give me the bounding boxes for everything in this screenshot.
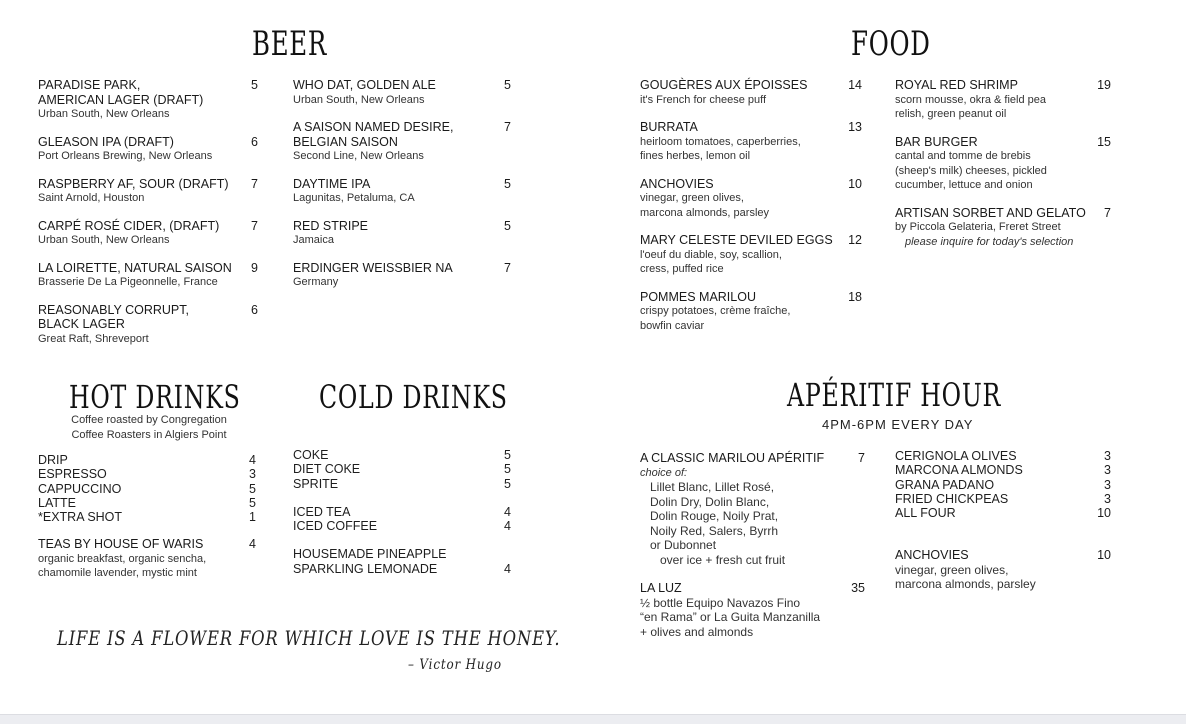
row-price: 3	[1104, 449, 1111, 463]
row-name: DRIP	[38, 453, 68, 467]
item-description: crispy potatoes, crème fraîche, bowfin caviar	[640, 305, 791, 332]
item-description: Second Line, New Orleans	[293, 150, 424, 162]
item-description: Saint Arnold, Houston	[38, 192, 145, 204]
item-description: Great Raft, Shreveport	[38, 332, 149, 345]
item-price: 19	[1097, 78, 1111, 92]
item-description: Urban South, New Orleans	[293, 93, 425, 106]
classic-aperitif-choice: choice of:	[640, 466, 688, 479]
item-description: Urban South, New Orleans	[38, 234, 170, 246]
row-price: 3	[1104, 477, 1111, 492]
row-name: ESPRESSO	[38, 467, 107, 482]
item-note: please inquire for today's selection	[905, 235, 1074, 248]
item-name: BURRATA	[640, 120, 698, 134]
row-name: COKE	[293, 448, 329, 462]
row-price: 4	[249, 453, 256, 467]
item-description: l'oeuf du diable, soy, scallion, cress, puffed rice	[640, 248, 782, 275]
menu-item	[38, 219, 258, 248]
food-heading: FOOD	[851, 24, 931, 64]
menu-row	[293, 505, 511, 519]
menu-item	[640, 120, 862, 164]
row-price: 5	[504, 448, 511, 462]
item-price: 10	[848, 176, 862, 191]
menu-row	[38, 496, 256, 510]
item-price: 13	[848, 120, 862, 134]
menu-item	[293, 261, 511, 290]
row-name: *EXTRA SHOT	[38, 510, 123, 525]
la-luz-price: 35	[851, 581, 865, 595]
item-price: 12	[848, 233, 862, 247]
hot-drinks-subtitle: Coffee roasted by Congregation Coffee Roasters in Algiers Point	[71, 414, 227, 441]
classic-aperitif-options: Lillet Blanc, Lillet Rosé, Dolin Dry, Dolin Blanc, Dolin Rouge, Noily Prat, Noily Red, Salers, Byrrh or Dubonnet	[650, 480, 779, 552]
menu-item	[38, 177, 258, 206]
menu-row	[38, 482, 256, 496]
aperitif-anchovies-item	[895, 548, 1111, 592]
item-description: Port Orleans Brewing, New Orleans	[38, 150, 213, 162]
menu-item	[640, 78, 862, 107]
item-name: WHO DAT, GOLDEN ALE	[293, 78, 436, 92]
beer-column-2	[293, 78, 511, 303]
row-name: DIET COKE	[293, 462, 361, 477]
item-name: ERDINGER WEISSBIER NA	[293, 260, 453, 275]
row-name: ALL FOUR	[895, 506, 956, 521]
item-description: Brasserie De La Pigeonnelle, France	[38, 276, 218, 288]
cold-drinks-group-2	[293, 505, 511, 534]
menu-item	[895, 78, 1111, 122]
menu-row	[38, 467, 256, 481]
row-price: 1	[249, 510, 256, 525]
item-price: 7	[251, 218, 258, 233]
row-price: 5	[504, 476, 511, 491]
menu-item	[293, 177, 511, 206]
item-name: GOUGÈRES AUX ÉPOISSES	[640, 78, 808, 92]
item-price: 18	[848, 289, 862, 304]
row-name: MARCONA ALMONDS	[895, 463, 1023, 478]
item-price: 14	[848, 78, 862, 92]
lemonade-price: 4	[504, 561, 511, 576]
row-price: 3	[1104, 463, 1111, 478]
row-price: 5	[504, 462, 511, 477]
menu-row	[895, 449, 1111, 463]
item-name: REASONABLY CORRUPT, BLACK LAGER	[38, 302, 189, 331]
menu-row	[293, 519, 511, 533]
row-price: 3	[249, 467, 256, 482]
la-luz-name: LA LUZ	[640, 581, 682, 595]
item-name: DAYTIME IPA	[293, 176, 371, 191]
item-name: CARPÉ ROSÉ CIDER, (DRAFT)	[38, 218, 220, 233]
item-price: 6	[251, 302, 258, 317]
hot-drinks-heading: HOT DRINKS	[69, 378, 241, 416]
beer-heading: BEER	[252, 24, 328, 64]
beer-column-1	[38, 78, 258, 359]
item-description: vinegar, green olives, marcona almonds, parsley	[640, 192, 770, 219]
row-price: 3	[1104, 491, 1111, 506]
teas-price: 4	[249, 537, 256, 552]
row-name: LATTE	[38, 495, 76, 510]
item-name: ROYAL RED SHRIMP	[895, 78, 1018, 92]
bottom-scroll-strip	[0, 714, 1186, 724]
classic-aperitif-serve: over ice + fresh cut fruit	[660, 552, 786, 567]
item-description: scorn mousse, okra & field pea relish, green peanut oil	[895, 93, 1047, 120]
item-price: 15	[1097, 134, 1111, 149]
item-price: 7	[1104, 205, 1111, 220]
cold-drinks-group-1	[293, 448, 511, 491]
classic-aperitif-price: 7	[858, 451, 865, 465]
teas-desc: organic breakfast, organic sencha, chamomile lavender, mystic mint	[38, 552, 207, 580]
item-price: 5	[504, 176, 511, 191]
menu-item	[38, 261, 258, 290]
row-name: CAPPUCCINO	[38, 481, 122, 496]
la-luz-desc: ½ bottle Equipo Navazos Fino “en Rama” or La Guita Manzanilla + olives and almonds	[640, 595, 821, 639]
item-price: 5	[251, 78, 258, 92]
classic-aperitif-item	[640, 451, 865, 567]
item-name: RASPBERRY AF, SOUR (DRAFT)	[38, 176, 229, 191]
row-name: ICED COFFEE	[293, 519, 378, 534]
food-column-2	[895, 78, 1111, 262]
menu-item	[293, 120, 511, 164]
row-name: ICED TEA	[293, 504, 351, 519]
aperitif-anchovies-price: 10	[1097, 548, 1111, 563]
row-price: 10	[1097, 506, 1111, 521]
menu-row	[895, 506, 1111, 520]
aperitif-anchovies-desc: vinegar, green olives, marcona almonds, parsley	[895, 562, 1036, 592]
item-description: Germany	[293, 276, 339, 288]
item-description: it's French for cheese puff	[640, 93, 767, 106]
item-name: ARTISAN SORBET AND GELATO	[895, 205, 1086, 220]
row-name: CERIGNOLA OLIVES	[895, 449, 1017, 463]
lemonade-name: HOUSEMADE PINEAPPLE SPARKLING LEMONADE	[293, 547, 447, 576]
menu-item	[38, 135, 258, 164]
item-description: cantal and tomme de brebis (sheep's milk) cheeses, pickled cucumber, lettuce and onion	[895, 150, 1047, 191]
item-name: ANCHOVIES	[640, 176, 714, 191]
menu-item	[895, 206, 1111, 249]
menu-item	[293, 78, 511, 107]
cold-drinks-list	[293, 448, 511, 576]
menu-item	[895, 135, 1111, 193]
menu-row	[293, 448, 511, 462]
item-name: POMMES MARILOU	[640, 289, 756, 304]
item-name: RED STRIPE	[293, 218, 369, 233]
row-name: GRANA PADANO	[895, 477, 995, 492]
item-description: Urban South, New Orleans	[38, 108, 170, 120]
menu-row	[895, 463, 1111, 477]
teas-name: TEAS BY HOUSE OF WARIS	[38, 537, 204, 552]
food-column-1	[640, 78, 862, 346]
item-description: heirloom tomatoes, caperberries, fines herbes, lemon oil	[640, 135, 801, 162]
item-description: Lagunitas, Petaluma, CA	[293, 192, 415, 204]
item-name: LA LOIRETTE, NATURAL SAISON	[38, 260, 232, 275]
item-name: MARY CELESTE DEVILED EGGS	[640, 233, 833, 247]
aperitif-snacks	[895, 449, 1111, 520]
classic-aperitif-name: A CLASSIC MARILOU APÉRITIF	[640, 451, 825, 465]
row-price: 5	[249, 481, 256, 496]
hot-drinks-list	[38, 453, 256, 594]
menu-item	[293, 219, 511, 248]
aperitif-tagline: 4PM-6PM EVERY DAY	[822, 417, 974, 432]
menu-row	[38, 510, 256, 524]
menu-row	[895, 492, 1111, 506]
la-luz-item	[640, 581, 865, 639]
item-description: by Piccola Gelateria, Freret Street	[895, 221, 1061, 233]
menu-row	[895, 478, 1111, 492]
row-price: 4	[504, 519, 511, 534]
aperitif-column-2	[895, 449, 1111, 605]
item-price: 5	[504, 78, 511, 92]
cold-drinks-heading: COLD DRINKS	[319, 378, 508, 416]
teas-item	[38, 537, 256, 581]
row-price: 5	[249, 495, 256, 510]
quote-text: LIFE IS A FLOWER FOR WHICH LOVE IS THE HONEY.	[57, 626, 561, 650]
aperitif-anchovies-name: ANCHOVIES	[895, 548, 969, 563]
item-price: 9	[251, 260, 258, 275]
row-name: SPRITE	[293, 476, 339, 491]
row-name: FRIED CHICKPEAS	[895, 491, 1009, 506]
menu-row	[38, 453, 256, 467]
item-price: 7	[504, 120, 511, 134]
menu-item	[38, 78, 258, 122]
item-price: 5	[504, 218, 511, 233]
item-description: Jamaica	[293, 234, 334, 246]
item-price: 7	[251, 176, 258, 191]
item-name: PARADISE PARK, AMERICAN LAGER (DRAFT)	[38, 78, 204, 107]
lemonade-item	[293, 547, 511, 576]
menu-item	[38, 303, 258, 347]
menu-row	[293, 462, 511, 476]
item-name: BAR BURGER	[895, 134, 978, 149]
quote-author: – Victor Hugo	[408, 657, 502, 673]
menu-item	[640, 290, 862, 334]
aperitif-column-1	[640, 451, 865, 652]
menu-item	[640, 233, 862, 277]
item-price: 7	[504, 260, 511, 275]
row-price: 4	[504, 504, 511, 519]
aperitif-heading: APÉRITIF HOUR	[787, 376, 1002, 414]
item-name: A SAISON NAMED DESIRE, BELGIAN SAISON	[293, 120, 454, 149]
menu-item	[640, 177, 862, 221]
menu-row	[293, 477, 511, 491]
item-price: 6	[251, 134, 258, 149]
item-name: GLEASON IPA (DRAFT)	[38, 134, 174, 149]
hot-drinks-items	[38, 453, 256, 524]
